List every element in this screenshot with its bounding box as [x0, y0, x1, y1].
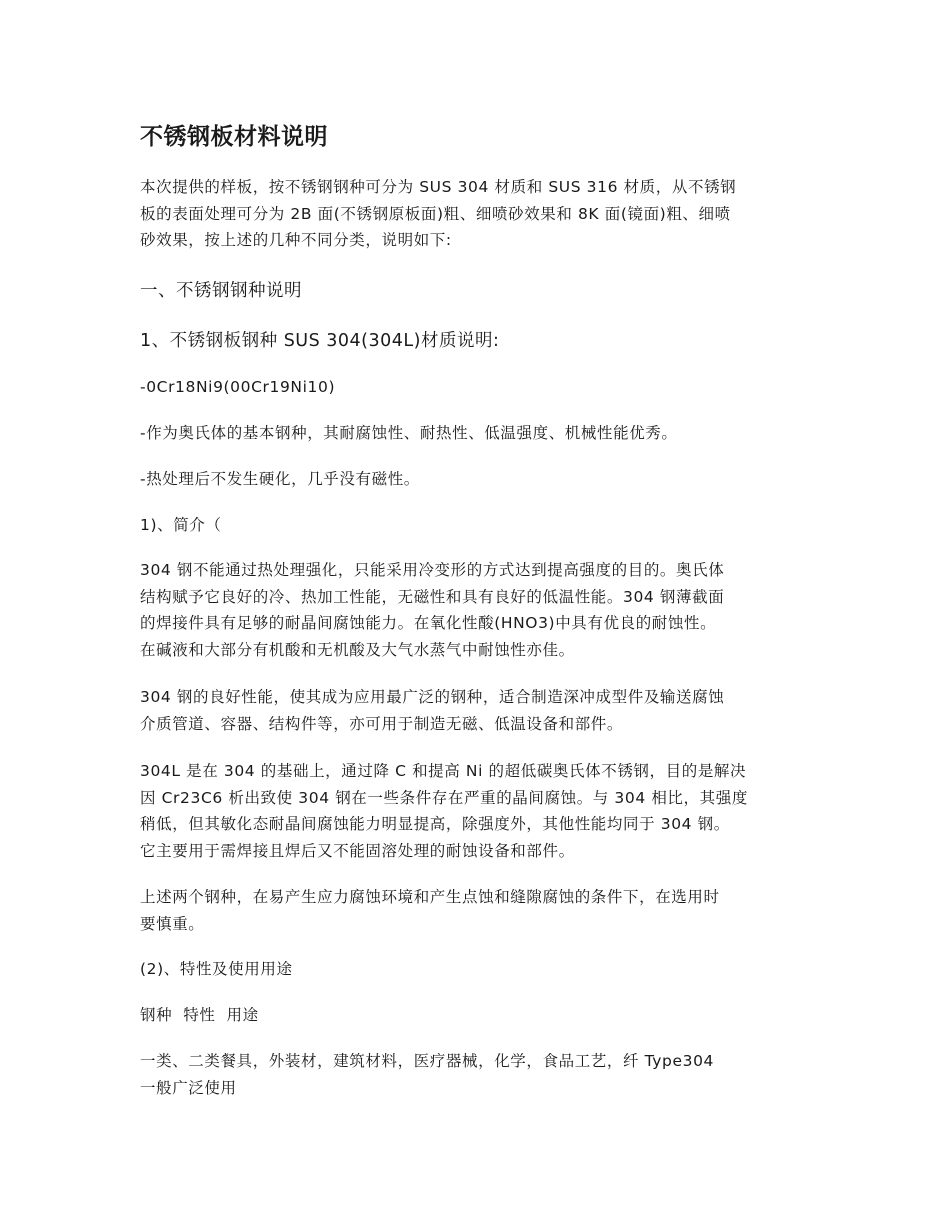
intro-paragraph: 本次提供的样板，按不锈钢钢种可分为 SUS 304 材质和 SUS 316 材质，从不锈钢 板的表面处理可分为 2B 面(不锈钢原板面)粗、细喷砂效果和 8K 面(镜面)粗、细喷 砂效果，按上述的几种不同分类，说明如下: — [140, 178, 737, 249]
grade-designation: -0Cr18Ni9(00Cr19Ni10) — [140, 378, 336, 396]
paragraph-caution: 上述两个钢种，在易产生应力腐蚀环境和产生点蚀和缝隙腐蚀的条件下，在选用时 要慎重。 — [140, 888, 720, 933]
properties-label: (2)、特性及使用用途 — [140, 960, 293, 978]
paragraph-304l: 304L 是在 304 的基础上，通过降 C 和提高 Ni 的超低碳奥氏体不锈钢，目的是解决 因 Cr23C6 析出致使 304 钢在一些条件存在严重的晶间腐蚀。与 304 相比，其强度 稍低，但其敏化态耐晶间腐蚀能力明显提高，除强度外，其他性能均同于 304 钢。 它主要用于需焊接且焊后又不能固溶处理的耐蚀设备和部件。 — [140, 762, 748, 860]
subsection-heading-sus304: 1、不锈钢板钢种 SUS 304(304L)材质说明: — [140, 331, 500, 351]
table-header: 钢种 特性 用途 — [140, 1006, 259, 1024]
bullet-heat-treatment: -热处理后不发生硬化，几乎没有磁性。 — [140, 470, 420, 488]
section-heading-steel-grades: 一、不锈钢钢种说明 — [140, 281, 302, 301]
table-row-type304: 一类、二类餐具，外装材，建筑材料，医疗器械，化学，食品工艺，纤 Type304 一般广泛使用 — [140, 1052, 715, 1097]
document-title: 不锈钢板材料说明 — [140, 124, 328, 150]
paragraph-304-applications: 304 钢的良好性能，使其成为应用最广泛的钢种，适合制造深冲成型件及输送腐蚀 介质管道、容器、结构件等，亦可用于制造无磁、低温设备和部件。 — [140, 688, 725, 733]
paragraph-304-properties: 304 钢不能通过热处理强化，只能采用冷变形的方式达到提高强度的目的。奥氏体 结构赋予它良好的冷、热加工性能，无磁性和具有良好的低温性能。304 钢薄截面 的焊接件具有足够的耐晶间腐蚀能力。在氧化性酸(HNO3)中具有优良的耐蚀性。 在碱液和大部分有机酸和无机酸及大气水蒸气中耐蚀性亦佳。 — [140, 561, 725, 659]
intro-label: 1)、简介（ — [140, 516, 222, 534]
bullet-austenitic: -作为奥氏体的基本钢种，其耐腐蚀性、耐热性、低温强度、机械性能优秀。 — [140, 424, 678, 442]
